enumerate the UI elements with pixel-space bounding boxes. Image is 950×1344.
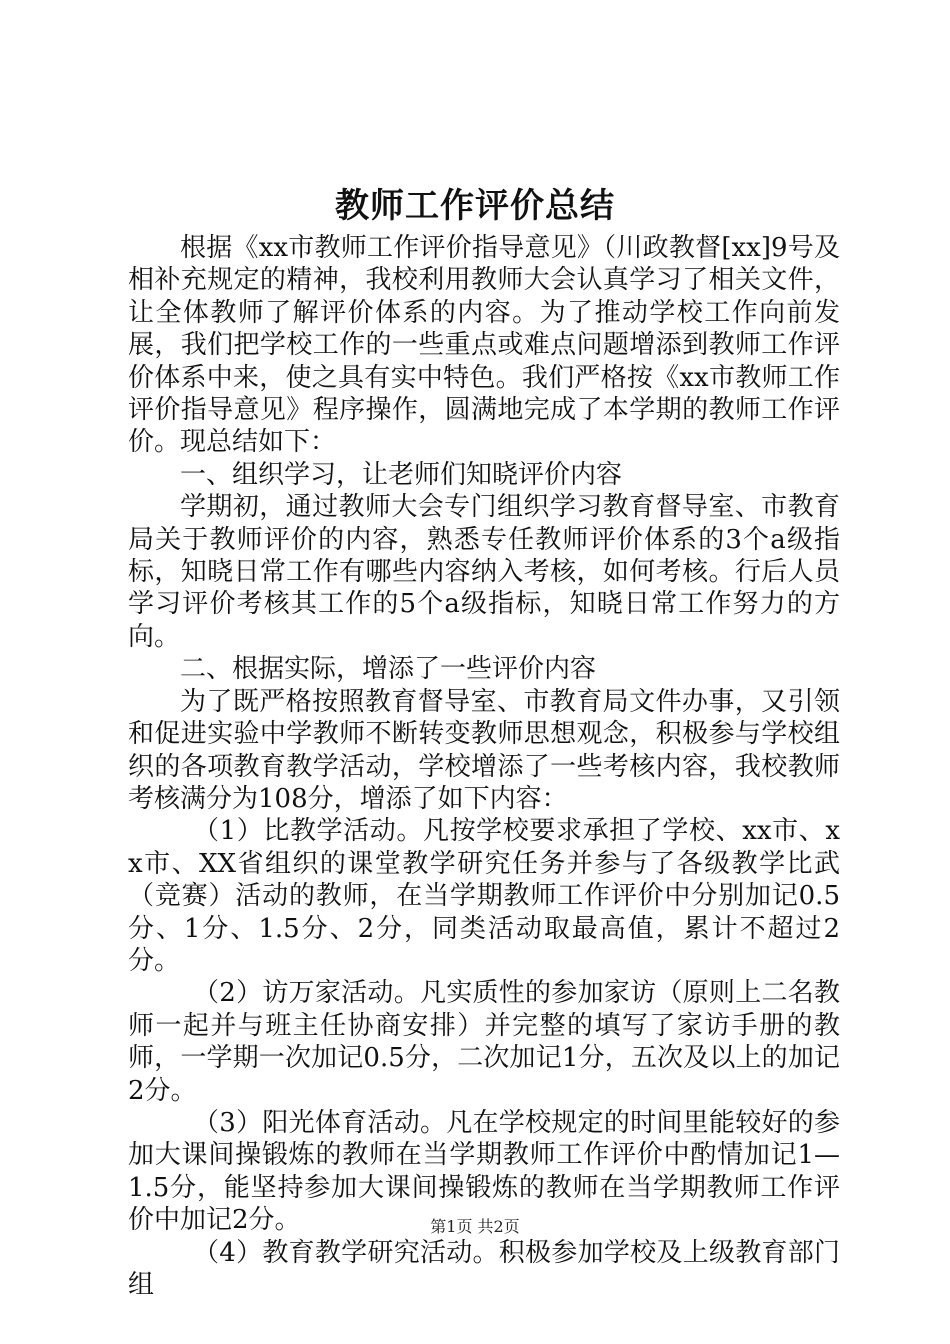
section-1-paragraph: 学期初，通过教师大会专门组织学习教育督导室、市教育局关于教师评价的内容，熟悉专任教师评价体系的3个a级指标，知晓日常工作有哪些内容纳入考核，如何考核。行后人员学习评价考核其工作的5个a级指标，知晓日常工作努力的方向。 — [128, 492, 840, 652]
page-footer: 第1页 共2页 — [430, 1217, 520, 1236]
list-item-2: （2）访万家活动。凡实质性的参加家访（原则上二名教师一起并与班主任协商安排）并完整的填写了家访手册的教师，一学期一次加记0.5分，二次加记1分，五次及以上的加记2分。 — [128, 978, 840, 1106]
document-title: 教师工作评价总结 — [335, 186, 615, 226]
list-item-1: （1）比教学活动。凡按学校要求承担了学校、xx市、xx市、XX省组织的课堂教学研究任务并参与了各级教学比武（竞赛）活动的教师，在当学期教师工作评价中分别加记0.5分、1分、1.5分、2分，同类活动取最高值，累计不超过2分。 — [128, 816, 840, 976]
list-item-3: （3）阳光体育活动。凡在学校规定的时间里能较好的参加大课间操锻炼的教师在当学期教师工作评价中酌情加记1—1.5分，能坚持参加大课间操锻炼的教师在当学期教师工作评价中加记2分。 — [128, 1107, 840, 1236]
list-item-4: （4）教育教学研究活动。积极参加学校及上级教育部门组 — [128, 1237, 840, 1300]
document-body — [128, 232, 840, 1301]
intro-paragraph: 根据《xx市教师工作评价指导意见》（川政教督[xx]9号及相补充规定的精神，我校利用教师大会认真学习了相关文件，让全体教师了解评价体系的内容。为了推动学校工作向前发展，我们把学校工作的一些重点或难点问题增添到教师工作评价体系中来，使之具有实中特色。我们严格按《xx市教师工作评价指导意见》程序操作，圆满地完成了本学期的教师工作评价。现总结如下： — [128, 233, 840, 458]
section-heading-1: 一、组织学习，让老师们知晓评价内容 — [180, 459, 623, 490]
section-2-paragraph: 为了既严格按照教育督导室、市教育局文件办事，又引领和促进实验中学教师不断转变教师思想观念，积极参与学校组织的各项教育教学活动，学校增添了一些考核内容，我校教师考核满分为108分，增添了如下内容： — [128, 686, 840, 814]
section-heading-2: 二、根据实际，增添了一些评价内容 — [180, 654, 597, 685]
